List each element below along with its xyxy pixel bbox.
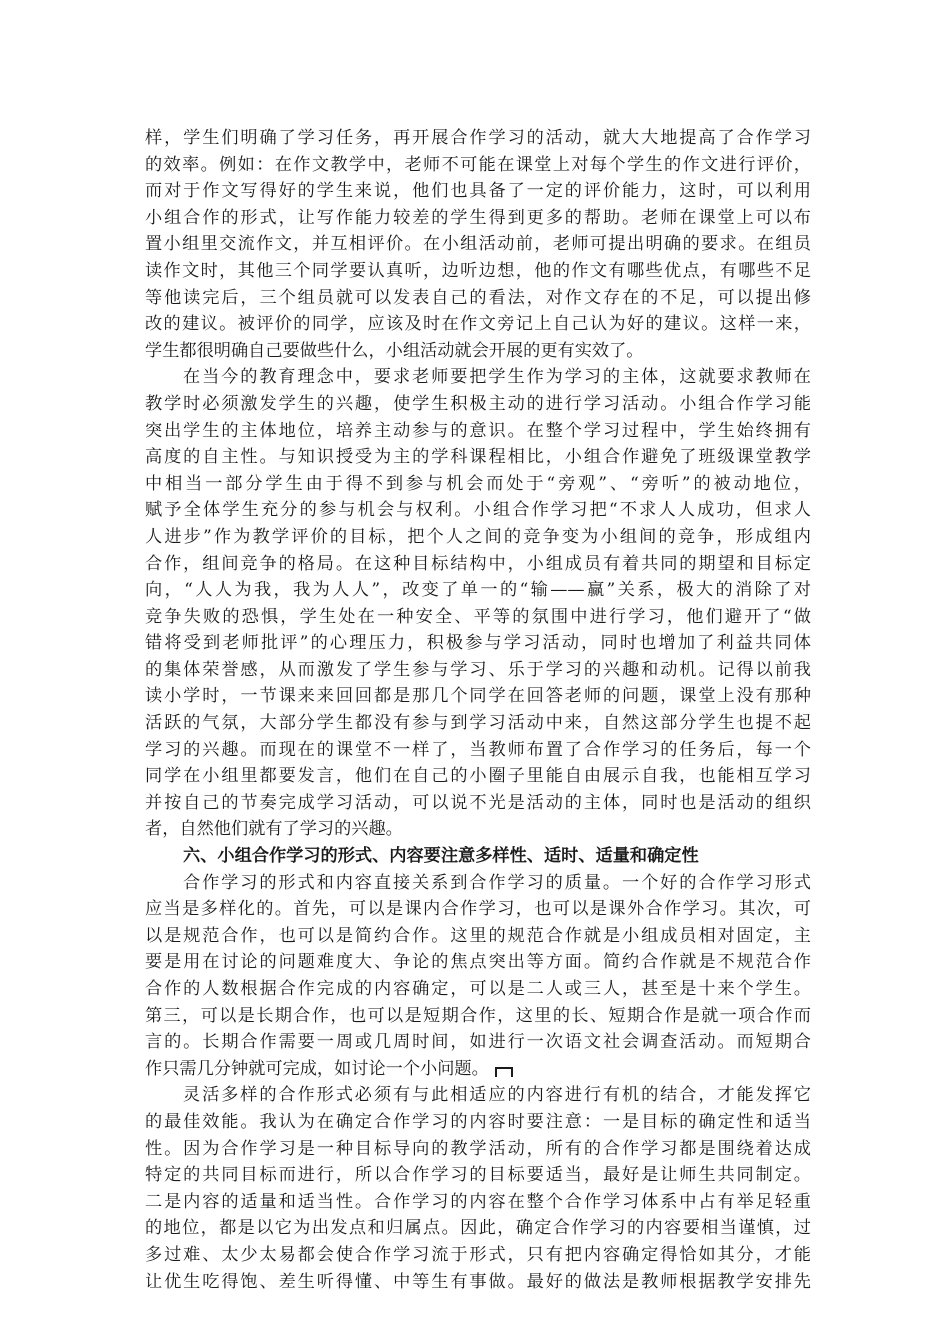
text-line: 的最佳效能。我认为在确定合作学习的内容时要注意：一是目标的确定性和适当 [145,1111,811,1132]
text-line: 合作的人数根据合作完成的内容确定，可以是二人或三人，甚至是十来个学生。 [145,979,811,999]
text-line: 二是内容的适量和适当性。合作学习的内容在整个合作学习体系中占有举足轻重 [145,1191,811,1212]
paragraph-3 [145,870,811,1083]
text-line: 样，学生们明确了学习任务，再开展合作学习的活动，就大大地提高了合作学习 [145,128,811,148]
text-line: 让优生吃得饱、差生听得懂、中等生有事做。最好的做法是教师根据教学安排先 [145,1271,811,1292]
text-line: 改的建议。被评价的同学，应该及时在作文旁记上自己认为好的建议。这样一来， [145,314,811,335]
text-line: 灵活多样的合作形式必须有与此相适应的内容进行有机的结合，才能发挥它 [183,1085,811,1106]
text-line: 言的。长期合作需要一周或几周时间，如进行一次语文社会调查活动。而短期合 [145,1032,811,1053]
text-line: 读小学时，一节课来来回回都是那几个同学在回答老师的问题，课堂上没有那种 [145,686,811,707]
text-line: 学生都很明确自己要做些什么，小组活动就会开展的更有实效了。 [145,340,644,361]
text-line: 竞争失败的恐惧，学生处在一种安全、平等的氛围中进行学习，他们避开了“做 [145,606,811,627]
section-heading: 六、小组合作学习的形式、内容要注意多样性、适时、适量和确定性 [183,846,699,867]
paragraph-2 [145,364,811,843]
paragraph-1 [145,125,811,364]
text-line: 小组合作的形式，让写作能力较差的学生得到更多的帮助。老师在课堂上可以布 [145,207,811,228]
text-line: 多过难、太少太易都会使合作学习流于形式，只有把内容确定得恰如其分，才能 [145,1244,811,1265]
text-line: 等他读完后，三个组员就可以发表自己的看法，对作文存在的不足，可以提出修 [145,287,811,308]
text-line: 读作文时，其他三个同学要认真听，边听边想，他的作文有哪些优点，有哪些不足 [145,260,811,281]
text-line: 教学时必须激发学生的兴趣，使学生积极主动的进行学习活动。小组合作学习能 [145,393,811,414]
bracket-mark-icon [495,1067,513,1077]
paragraph-4 [145,1082,811,1295]
text-line: 突出学生的主体地位，培养主动参与的意识。在整个学习过程中，学生始终拥有 [145,420,811,441]
text-line: 学习的兴趣。而现在的课堂不一样了，当教师布置了合作学习的任务后，每一个 [145,739,811,760]
text-line: 合作，组间竞争的格局。在这种目标结构中，小组成员有着共同的期望和目标定 [145,553,811,574]
text-line: 中相当一部分学生由于得不到参与机会而处于“旁观”、“旁听”的被动地位， [145,473,811,494]
text-line: 的地位，都是以它为出发点和归属点。因此，确定合作学习的内容要相当谨慎，过 [145,1218,811,1239]
text-line: 要是用在讨论的问题难度大、争论的焦点突出等方面。简约合作就是不规范合作 [145,952,811,973]
text-line: 性。因为合作学习是一种目标导向的教学活动，所有的合作学习都是围绕着达成 [145,1138,811,1159]
text-line: 活跃的气氛，大部分学生都没有参与到学习活动中来，自然这部分学生也提不起 [145,713,811,734]
text-line: 在当今的教育理念中，要求老师要把学生作为学习的主体，这就要求教师在 [183,367,811,388]
text-line: 合作学习的形式和内容直接关系到合作学习的质量。一个好的合作学习形式 [183,872,811,893]
text-line: 高度的自主性。与知识授受为主的学科课程相比，小组合作避免了班级课堂教学 [145,447,811,468]
text-line: 的集体荣誉感，从而激发了学生参与学习、乐于学习的兴趣和动机。记得以前我 [145,659,811,680]
document-page [145,125,811,1295]
text-line: 人进步”作为教学评价的目标，把个人之间的竞争变为小组间的竞争，形成组内 [145,526,811,547]
text-line: 以是规范合作，也可以是简约合作。这里的规范合作就是小组成员相对固定，主 [145,925,811,946]
text-line: 者，自然他们就有了学习的兴趣。 [145,819,403,840]
text-line: 置小组里交流作文，并互相评价。在小组活动前，老师可提出明确的要求。在组员 [145,234,811,255]
text-line: 的效率。例如：在作文教学中，老师不可能在课堂上对每个学生的作文进行评价， [145,154,811,175]
text-line: 赋予全体学生充分的参与机会与权利。小组合作学习把“不求人人成功，但求人 [145,500,811,521]
text-line: 并按自己的节奏完成学习活动，可以说不光是活动的主体，同时也是活动的组织 [145,792,811,813]
text-line: 第三，可以是长期合作，也可以是短期合作，这里的长、短期合作是就一项合作而 [145,1005,811,1026]
text-line: 应当是多样化的。首先，可以是课内合作学习，也可以是课外合作学习。其次，可 [145,899,811,920]
text-line: 而对于作文写得好的学生来说，他们也具备了一定的评价能力，这时，可以利用 [145,181,811,202]
text-line: 向，“人人为我，我为人人”，改变了单一的“输——赢”关系，极大的消除了对 [145,580,811,601]
text-line: 特定的共同目标而进行，所以合作学习的目标要适当，最好是让师生共同制定。 [145,1165,811,1186]
text-line: 作只需几分钟就可完成，如讨论一个小问题。 [145,1058,489,1079]
text-line: 错将受到老师批评”的心理压力，积极参与学习活动，同时也增加了利益共同体 [145,633,811,654]
text-line-with-mark [145,1056,811,1083]
text-line: 同学在小组里都要发言，他们在自己的小圈子里能自由展示自我，也能相互学习 [145,766,811,787]
